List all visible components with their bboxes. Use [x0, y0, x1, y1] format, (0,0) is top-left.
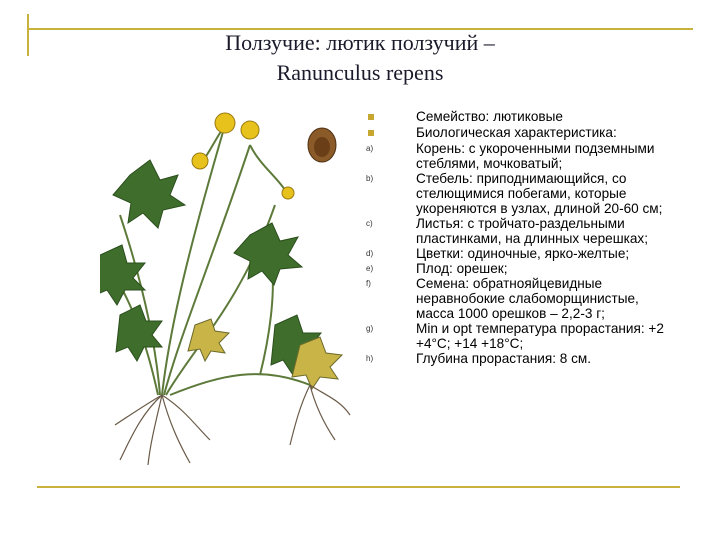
list-item-text: Листья: с тройчато-раздельными пластинками, на длинных черешках;	[416, 216, 648, 246]
list-item	[366, 261, 676, 276]
title-line-2: Ranunculus repens	[276, 60, 444, 85]
bullet-square	[366, 125, 416, 141]
list-item	[366, 276, 676, 321]
list-item	[366, 321, 676, 351]
buttercup-plant-illustration	[100, 95, 355, 465]
frame-left-line	[27, 14, 29, 56]
list-marker: d)	[366, 249, 374, 258]
bullet-square	[366, 109, 416, 125]
list-item	[366, 171, 676, 216]
list-item	[366, 125, 676, 141]
list-item-text: Плод: орешек;	[416, 261, 508, 276]
list-marker: e)	[366, 264, 374, 273]
frame-bottom-line	[37, 486, 680, 488]
list-marker: h)	[366, 354, 374, 363]
list-item-text: Биологическая характеристика:	[416, 125, 617, 140]
list-marker: f)	[366, 279, 371, 288]
list-item-text: Min и opt температура прорастания: +2 +4°С; +14 +18°С;	[416, 321, 664, 351]
characteristics-list	[366, 109, 676, 366]
list-item-text: Корень: с укороченными подземными стеблями, мочковатый;	[416, 141, 655, 171]
list-item	[366, 246, 676, 261]
list-item	[366, 109, 676, 125]
list-marker: b)	[366, 174, 374, 183]
list-item	[366, 216, 676, 246]
list-item	[366, 141, 676, 171]
list-item-text: Цветки: одиночные, ярко-желтые;	[416, 246, 630, 261]
list-marker: c)	[366, 219, 373, 228]
list-item	[366, 351, 676, 366]
list-item-text: Глубина прорастания: 8 см.	[416, 351, 592, 366]
list-marker: g)	[366, 324, 374, 333]
list-item-text: Семена: обратнояйцевидные неравнобокие слабоморщинистые, масса 1000 орешков – 2,2-3 г;	[416, 276, 639, 321]
list-marker: a)	[366, 144, 374, 153]
slide-title	[100, 28, 620, 88]
title-line-1: Ползучие: лютик ползучий –	[225, 30, 495, 55]
list-item-text: Стебель: приподнимающийся, со стелющимися побегами, которые укореняются в узлах, длиной 20-60 см;	[416, 171, 663, 216]
list-item-text: Семейство: лютиковые	[416, 109, 563, 124]
